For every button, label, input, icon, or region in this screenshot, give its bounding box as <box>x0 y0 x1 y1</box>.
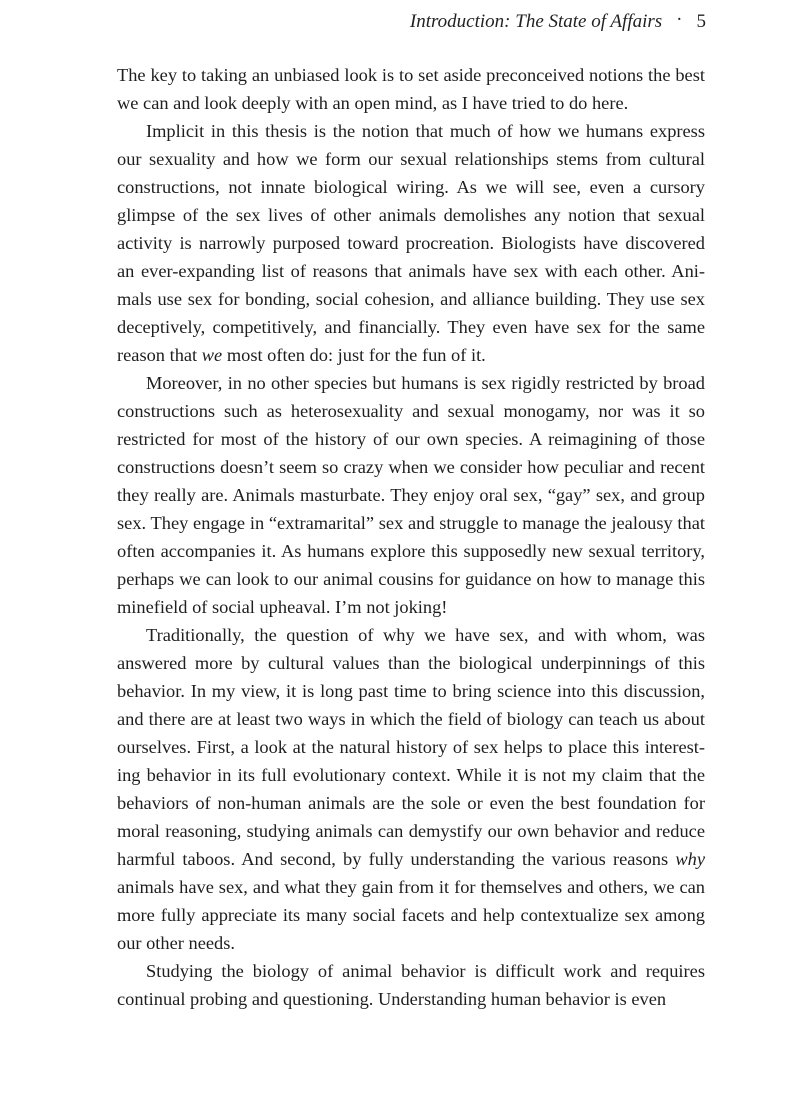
header-separator: · <box>676 9 683 30</box>
page-number: 5 <box>696 11 706 32</box>
paragraph-5 <box>117 957 705 1013</box>
italic-segment: we <box>201 345 223 365</box>
paragraph-2 <box>117 117 705 369</box>
running-head <box>410 9 706 35</box>
body-text <box>117 61 705 1013</box>
text-segment: Implicit in this thesis is the notion that much of how we humans express our sexuality and how we form our sexual relationships stems from cultural constructions, not innate biological wiring. As we will see, even a cursory glimpse of the sex lives of other animals demolishes any notion that sexual activity is narrowly purposed toward procreation. Biologists have discovered an ever-expanding list of reasons that animals have sex with each other. Animals use sex for bonding, social cohesion, and alliance building. They use sex deceptively, competitively, and financially. They even have sex for the same reason that <box>117 121 705 365</box>
text-segment: animals have sex, and what they gain from it for themselves and others, we can more fully appreciate its many social facets and help contextualize sex among our other needs. <box>117 877 705 953</box>
text-segment: Traditionally, the question of why we have sex, and with whom, was answered more by cultural values than the biological underpinnings of this behavior. In my view, it is long past time to bring science into this discussion, and there are at least two ways in which the field of biology can teach us about ourselves. First, a look at the natural history of sex helps to place this interesting behavior in its full evolutionary context. While it is not my claim that the behaviors of non-human animals are the sole or even the best foundation for moral reasoning, studying animals can demystify our own behavior and reduce harmful taboos. And second, by fully understanding the various reasons <box>117 625 705 869</box>
paragraph-4 <box>117 621 705 957</box>
text-segment: Studying the biology of animal behavior is difficult work and requires continual probing and questioning. Understanding human behavior is even <box>117 961 705 1009</box>
text-segment: The key to taking an unbiased look is to set aside preconceived notions the best we can and look deeply with an open mind, as I have tried to do here. <box>117 65 705 113</box>
italic-segment: why <box>675 849 705 869</box>
text-segment: Moreover, in no other species but humans is sex rigidly restricted by broad constructions such as heterosexuality and sexual monogamy, nor was it so restricted for most of the history of our own species. A reimagining of those constructions doesn’t seem so crazy when we consider how peculiar and recent they really are. Animals masturbate. They enjoy oral sex, “gay” sex, and group sex. They engage in “extramarital” sex and struggle to manage the jealousy that often accompanies it. As humans explore this supposedly new sexual territory, perhaps we can look to our animal cousins for guidance on how to manage this minefield of social upheaval. I’m not joking! <box>117 373 705 617</box>
paragraph-1 <box>117 61 705 117</box>
text-segment: most often do: just for the fun of it. <box>222 345 486 365</box>
paragraph-3 <box>117 369 705 621</box>
chapter-title: Introduction: The State of Affairs <box>409 11 663 32</box>
